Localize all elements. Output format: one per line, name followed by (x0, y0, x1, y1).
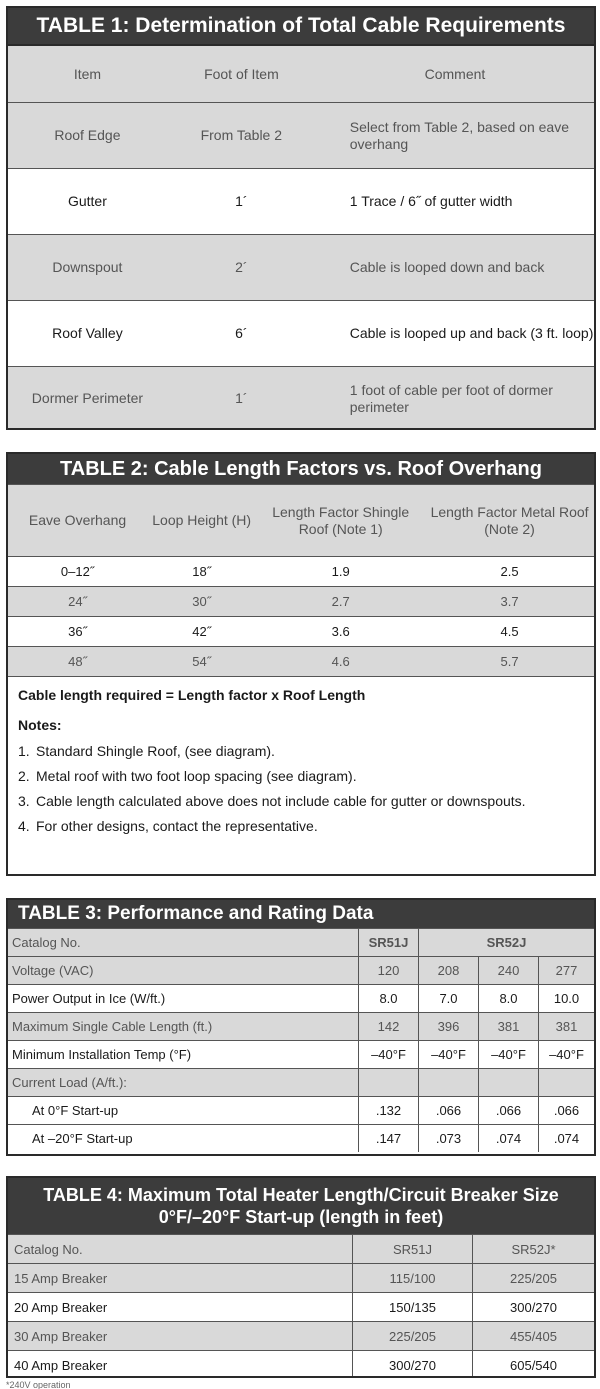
table-3-value: .147 (358, 1125, 418, 1152)
note-text: Metal roof with two foot loop spacing (see diagram). (36, 768, 357, 784)
table-2-eave: 24˝ (68, 594, 87, 609)
table-1-foot: 1´ (235, 193, 248, 209)
table-2-notes-section (8, 676, 594, 839)
table-3-label: Voltage (VAC) (12, 963, 94, 978)
table-3-catalog-sr51: SR51J (358, 929, 418, 956)
table-row (8, 1292, 594, 1321)
table-3-value (418, 1069, 478, 1096)
list-item (8, 789, 594, 814)
table-1-comment: Cable is looped up and back (3 ft. loop) (349, 325, 594, 341)
table-row (8, 616, 594, 646)
table-1-foot: 1´ (235, 390, 248, 406)
note-number: 1. (18, 743, 30, 759)
table-1-item: Gutter (67, 193, 107, 209)
table-3-value: 7.0 (418, 985, 478, 1012)
table-2-title: TABLE 2: Cable Length Factors vs. Roof Overhang (8, 454, 594, 484)
table-2-shingle: 4.6 (331, 654, 350, 669)
table-3-value: –40°F (418, 1041, 478, 1068)
table-1-foot: 6´ (235, 325, 248, 341)
table-3-value: .074 (538, 1125, 594, 1152)
table-3-value (538, 1069, 594, 1096)
table-2-shingle: 1.9 (331, 564, 350, 579)
table-2-header-loop: Loop Height (H) (152, 512, 252, 528)
table-2 (6, 452, 596, 876)
table-4-sr52: 455/405 (472, 1322, 594, 1350)
table-row (8, 1068, 594, 1096)
table-row (8, 1321, 594, 1350)
table-4-sr51: 225/205 (352, 1322, 472, 1350)
table-4-sr51: 300/270 (352, 1351, 472, 1378)
table-3-value: .074 (478, 1125, 538, 1152)
table-3-label: Power Output in Ice (W/ft.) (12, 991, 166, 1006)
table-row (8, 1263, 594, 1292)
table-2-loop: 30˝ (192, 594, 212, 609)
table-4-sr52: 225/205 (472, 1264, 594, 1292)
table-4-title-line1: TABLE 4: Maximum Total Heater Length/Circuit Breaker Size (43, 1185, 559, 1205)
table-2-header-row (8, 484, 594, 556)
table-3-value: 381 (538, 1013, 594, 1040)
table-row (8, 300, 594, 366)
table-2-loop: 54˝ (192, 654, 212, 669)
table-2-header-shingle: Length Factor Shingle Roof (Note 1) (272, 503, 410, 537)
table-row (8, 234, 594, 300)
table-row (8, 1012, 594, 1040)
table-1-header-item: Item (73, 65, 102, 82)
table-4-title (8, 1178, 594, 1234)
table-4-title-line2: 0°F/–20°F Start-up (length in feet) (158, 1207, 444, 1227)
table-3-value: .132 (358, 1097, 418, 1124)
table-3-value: .066 (538, 1097, 594, 1124)
table-3-label: At –20°F Start-up (32, 1131, 133, 1146)
table-1-comment: Select from Table 2, based on eave overhang (349, 118, 569, 152)
table-2-shingle: 2.7 (331, 594, 350, 609)
table-3-value (478, 1069, 538, 1096)
table-1-header-foot: Foot of Item (204, 65, 279, 82)
table-3-title: TABLE 3: Performance and Rating Data (8, 900, 594, 928)
table-3-value: 8.0 (478, 985, 538, 1012)
table-3-label: Current Load (A/ft.): (12, 1075, 127, 1090)
table-1-item: Dormer Perimeter (31, 390, 144, 406)
table-2-notes-title: Notes: (18, 717, 62, 733)
note-text: For other designs, contact the representative. (36, 818, 318, 834)
table-row (8, 1040, 594, 1068)
table-1-item: Downspout (52, 259, 123, 275)
table-3-label: Minimum Installation Temp (°F) (12, 1047, 192, 1062)
table-1-title: TABLE 1: Determination of Total Cable Requirements (8, 8, 594, 44)
table-3-value: 277 (538, 957, 594, 984)
table-row (8, 1096, 594, 1124)
table-3 (6, 898, 596, 1156)
table-3-value: 240 (478, 957, 538, 984)
table-3-value: 10.0 (538, 985, 594, 1012)
table-row (8, 956, 594, 984)
table-3-value (358, 1069, 418, 1096)
table-2-metal: 2.5 (500, 564, 519, 579)
table-4-breaker: 15 Amp Breaker (14, 1270, 108, 1286)
table-3-label: Maximum Single Cable Length (ft.) (12, 1019, 213, 1034)
table-3-value: –40°F (538, 1041, 594, 1068)
table-3-catalog-label: Catalog No. (12, 935, 81, 950)
table-row (8, 586, 594, 616)
table-3-catalog-sr52: SR52J (418, 929, 594, 956)
table-2-shingle: 3.6 (331, 624, 350, 639)
table-1-header-row (8, 44, 594, 102)
table-4-breaker: 20 Amp Breaker (14, 1299, 108, 1315)
table-row (8, 1124, 594, 1152)
table-3-value: 396 (418, 1013, 478, 1040)
table-2-loop: 42˝ (192, 624, 212, 639)
table-row (8, 168, 594, 234)
table-row (8, 646, 594, 676)
table-row (8, 984, 594, 1012)
table-row (8, 366, 594, 430)
table-4-sr51: 115/100 (352, 1264, 472, 1292)
table-4 (6, 1176, 596, 1378)
table-3-value: 208 (418, 957, 478, 984)
note-text: Cable length calculated above does not include cable for gutter or downspouts. (36, 793, 526, 809)
table-1-header-comment: Comment (424, 65, 486, 82)
table-2-header-metal: Length Factor Metal Roof (Note 2) (430, 503, 589, 537)
table-2-metal: 5.7 (500, 654, 519, 669)
table-1-item: Roof Edge (54, 127, 121, 143)
table-1-comment: 1 foot of cable per foot of dormer perimeter (349, 381, 553, 415)
table-1-foot: 2´ (235, 259, 248, 275)
table-3-value: .073 (418, 1125, 478, 1152)
note-number: 4. (18, 818, 30, 834)
table-row (8, 1350, 594, 1378)
list-item (8, 739, 594, 764)
table-2-metal: 3.7 (500, 594, 519, 609)
table-2-loop: 18˝ (192, 564, 212, 579)
table-1-item: Roof Valley (52, 325, 123, 341)
table-4-header-sr52: SR52J* (472, 1235, 594, 1263)
note-number: 3. (18, 793, 30, 809)
table-3-value: –40°F (478, 1041, 538, 1068)
table-4-breaker: 40 Amp Breaker (14, 1357, 108, 1373)
table-2-eave: 48˝ (68, 654, 87, 669)
table-4-sr51: 150/135 (352, 1293, 472, 1321)
note-number: 2. (18, 768, 30, 784)
footnote: *240V operation (6, 1380, 71, 1389)
table-2-header-eave: Eave Overhang (28, 512, 127, 528)
table-4-header-sr51: SR51J (352, 1235, 472, 1263)
table-2-eave: 0–12˝ (60, 564, 95, 579)
table-4-sr52: 605/540 (472, 1351, 594, 1378)
table-1-foot: From Table 2 (200, 127, 283, 143)
table-3-value: –40°F (358, 1041, 418, 1068)
table-4-header-row (8, 1234, 594, 1263)
table-2-metal: 4.5 (500, 624, 519, 639)
table-3-value: 8.0 (358, 985, 418, 1012)
table-3-value: 381 (478, 1013, 538, 1040)
table-3-value: 120 (358, 957, 418, 984)
list-item (8, 814, 594, 839)
table-row (8, 102, 594, 168)
table-3-label: At 0°F Start-up (32, 1103, 119, 1118)
table-3-value: .066 (478, 1097, 538, 1124)
table-1-comment: 1 Trace / 6˝ of gutter width (349, 193, 513, 209)
table-1 (6, 6, 596, 430)
table-2-formula: Cable length required = Length factor x Roof Length (18, 687, 366, 703)
table-3-header-row (8, 928, 594, 956)
table-3-value: 142 (358, 1013, 418, 1040)
note-text: Standard Shingle Roof, (see diagram). (36, 743, 275, 759)
table-4-header-catalog: Catalog No. (14, 1241, 83, 1257)
table-3-value: .066 (418, 1097, 478, 1124)
table-1-comment: Cable is looped down and back (349, 259, 545, 275)
table-4-sr52: 300/270 (472, 1293, 594, 1321)
table-4-breaker: 30 Amp Breaker (14, 1328, 108, 1344)
list-item (8, 764, 594, 789)
table-row (8, 556, 594, 586)
table-2-eave: 36˝ (68, 624, 87, 639)
